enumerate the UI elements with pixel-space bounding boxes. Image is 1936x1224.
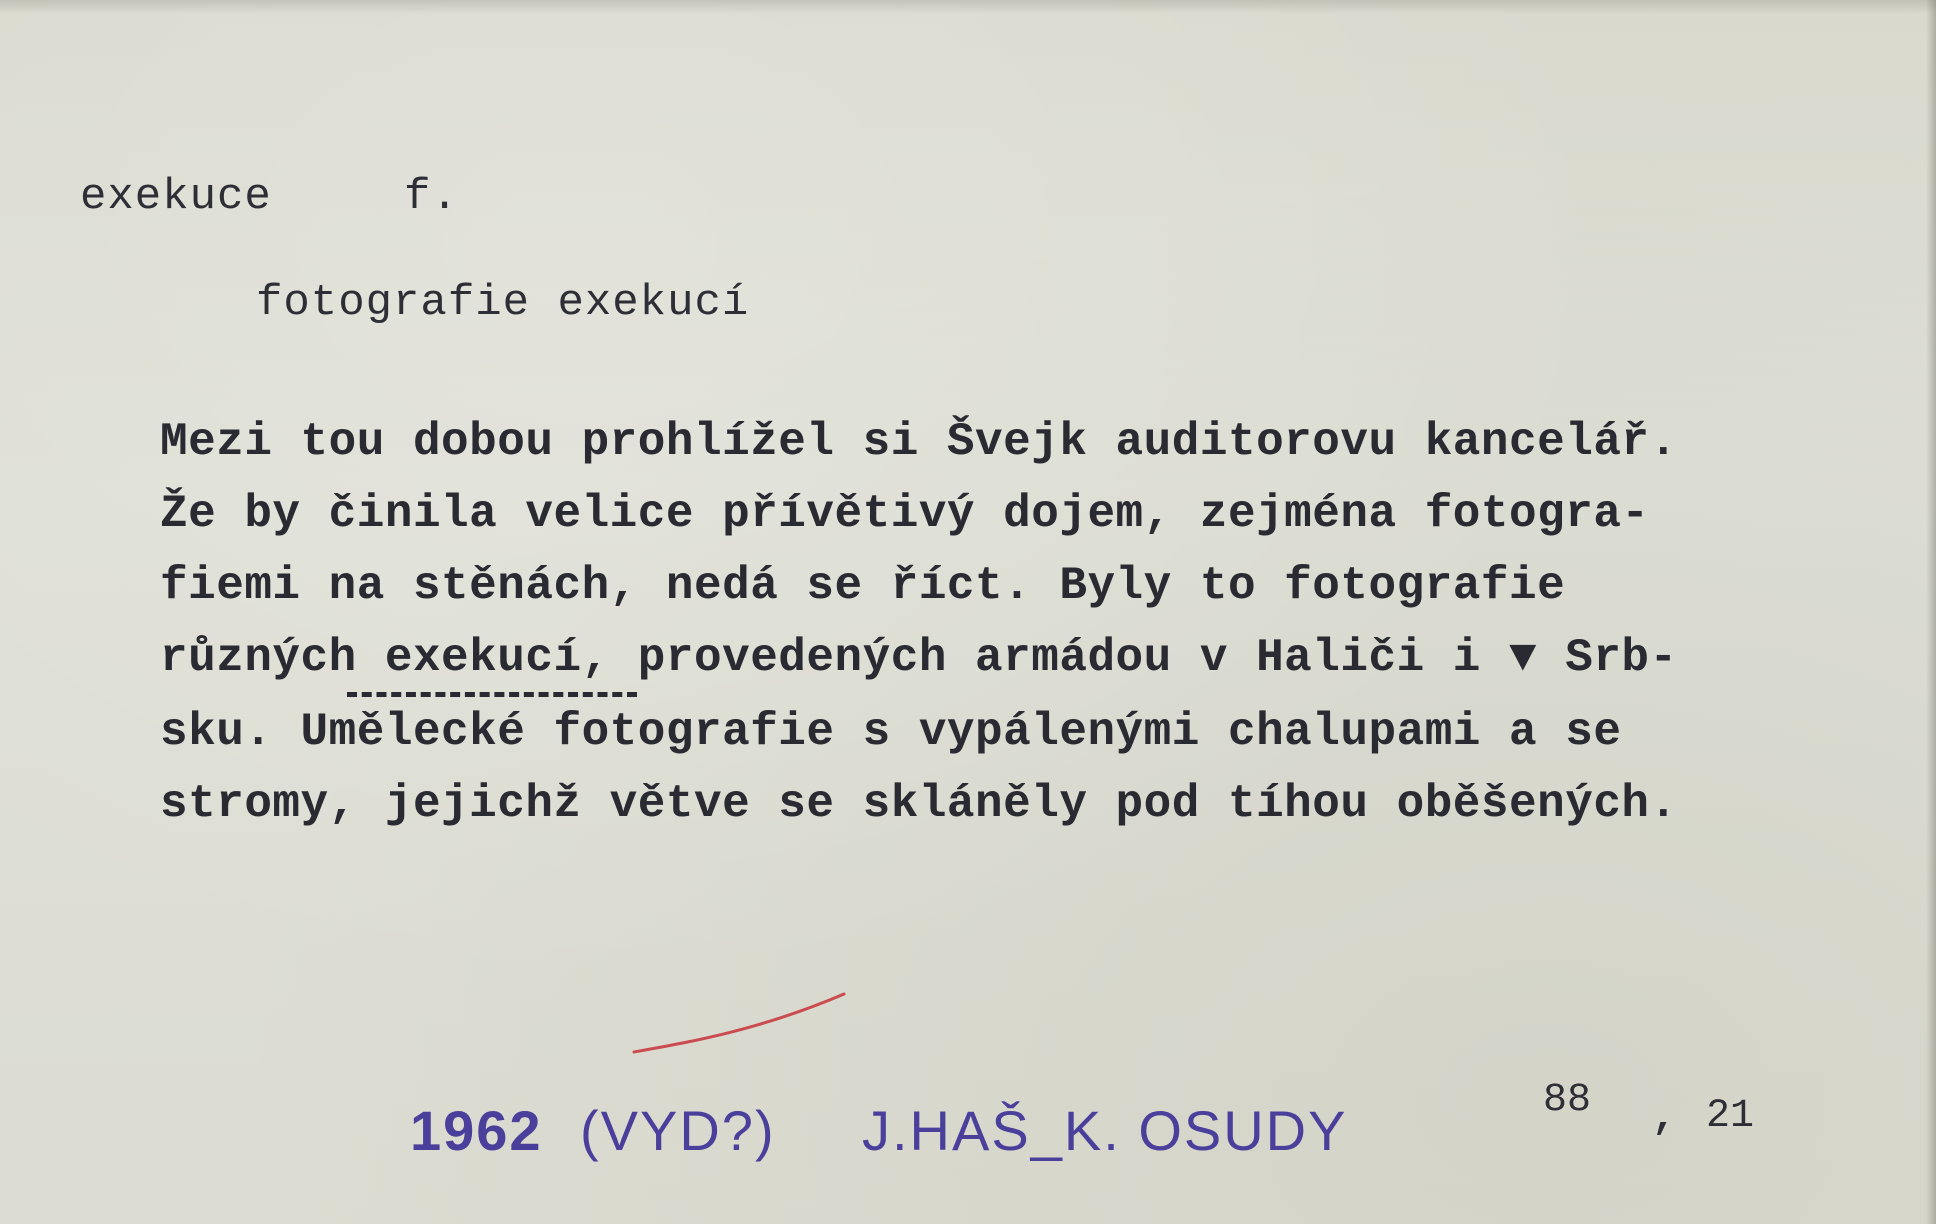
- quote-line: fiemi na stěnách, nedá se říct. Byly to fotografie: [160, 560, 1566, 612]
- quote-line: různých exekucí, provedených armádou v Haliči i ▼ Srb-: [160, 632, 1678, 684]
- page-separator: ,: [1652, 1096, 1677, 1141]
- line-number: 21: [1706, 1094, 1755, 1139]
- grammatical-gender: f.: [404, 172, 459, 222]
- quote-line: stromy, jejichž větve se skláněly pod tíhou oběšených.: [160, 778, 1678, 830]
- page-number: 88: [1543, 1078, 1592, 1123]
- collocation-phrase: fotografie exekucí: [256, 278, 750, 328]
- quote-line: Že by činila velice přívětivý dojem, zejména fotogra-: [160, 488, 1650, 540]
- dashed-underline-mark: [347, 692, 637, 697]
- stamp-edition: (VYD?): [580, 1099, 776, 1162]
- red-pencil-mark: [630, 990, 850, 1060]
- headword: exekuce: [80, 172, 272, 222]
- quote-line: Mezi tou dobou prohlížel si Švejk auditorovu kancelář.: [160, 416, 1678, 468]
- stamp-author-title: J.HAŠ_K. OSUDY: [862, 1099, 1348, 1162]
- stamp-year: 1962: [410, 1099, 543, 1162]
- quote-line: sku. Umělecké fotografie s vypálenými chalupami a se: [160, 706, 1622, 758]
